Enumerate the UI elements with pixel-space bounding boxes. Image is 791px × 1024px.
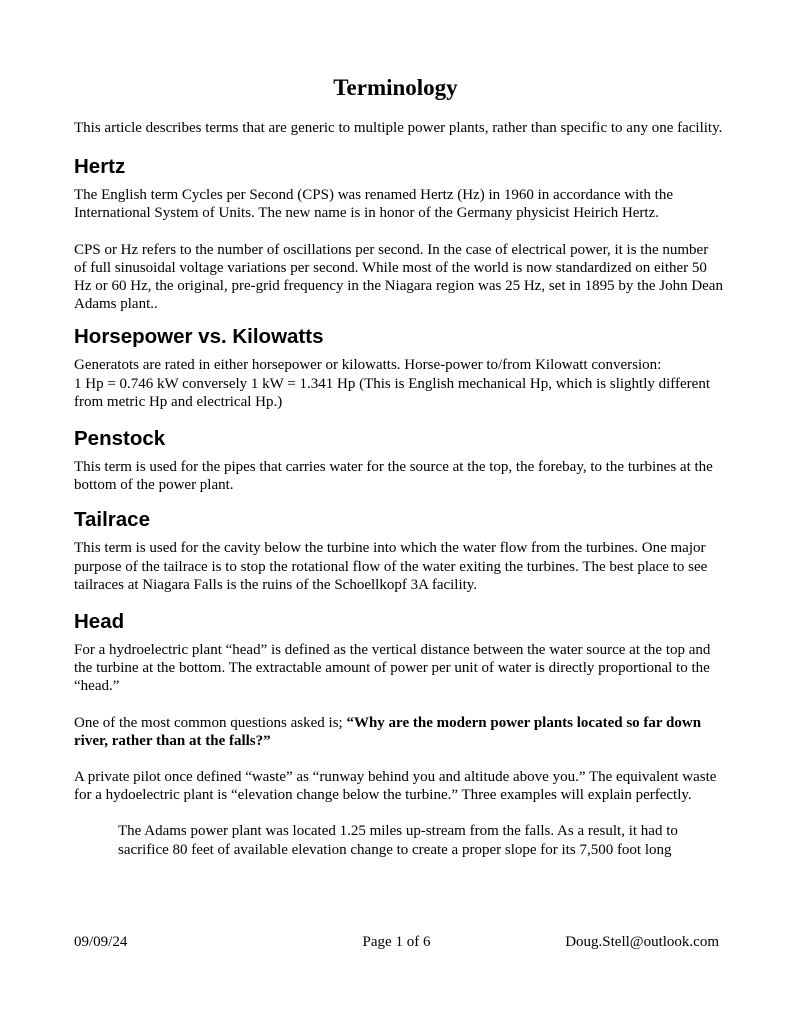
heading-tailrace: Tailrace <box>74 508 150 532</box>
heading-hertz: Hertz <box>74 155 126 179</box>
hertz-paragraph-2: CPS or Hz refers to the number of oscillations per second. In the case of electrical power, it is the number of full sinusoidal voltage variations per second. While most of the world is now standardized on either 50 Hz or 60 Hz, the original, pre-grid frequency in the Niagara region was 25 Hz, set in 1895 by the John Dean Adams plant.. <box>74 241 723 313</box>
footer-email: Doug.Stell@outlook.com <box>565 934 719 950</box>
footer-date: 09/09/24 <box>74 934 128 950</box>
heading-penstock: Penstock <box>74 427 166 451</box>
head-paragraph-1: For a hydroelectric plant “head” is defined as the vertical distance between the water source at the top and the turbine at the bottom. The extractable amount of power per unit of water is directly proportional to the “head.” <box>74 642 711 695</box>
penstock-paragraph: This term is used for the pipes that carries water for the source at the top, the forebay, to the turbines at the bottom of the power plant. <box>74 459 713 494</box>
head-question-lead: One of the most common questions asked is; <box>74 714 347 731</box>
heading-horsepower: Horsepower vs. Kilowatts <box>74 325 324 349</box>
head-paragraph-4: The Adams power plant was located 1.25 miles up-stream from the falls. As a result, it had to sacrifice 80 feet of available elevation change to create a proper slope for its 7,500 foot long <box>118 823 678 858</box>
tailrace-paragraph: This term is used for the cavity below the turbine into which the water flow from the turbines. One major purpose of the tailrace is to stop the rotational flow of the water exiting the turbines. The best place to see tailraces at Niagara Falls is the ruins of the Schoellkopf 3A facility. <box>74 540 708 593</box>
intro-paragraph: This article describes terms that are generic to multiple power plants, rather than specific to any one facility. <box>74 120 723 136</box>
page-title: Terminology <box>333 75 458 100</box>
head-question-bold: “Why are the modern power plants located so far down river, rather than at the falls?” <box>74 714 702 749</box>
horsepower-line-1: Generatots are rated in either horsepower or kilowatts. Horse-power to/from Kilowatt conversion: <box>74 357 662 374</box>
horsepower-line-2: 1 Hp = 0.746 kW conversely 1 kW = 1.341 Hp (This is English mechanical Hp, which is slightly different from metric Hp and electrical Hp.) <box>74 375 710 410</box>
footer-page-number: Page 1 of 6 <box>362 934 431 950</box>
head-paragraph-3: A private pilot once defined “waste” as “runway behind you and altitude above you.” The equivalent waste for a hydoelectric plant is “elevation change below the turbine.” Three examples will explain perfectly. <box>74 769 717 804</box>
heading-head: Head <box>74 610 125 634</box>
page-footer <box>74 933 719 953</box>
hertz-paragraph-1: The English term Cycles per Second (CPS) was renamed Hertz (Hz) in 1960 in accordance with the International System of Units. The new name is in honor of the Germany physicist Heirich Hertz. <box>74 187 673 222</box>
document-body <box>74 119 724 859</box>
head-paragraph-2 <box>74 714 724 750</box>
